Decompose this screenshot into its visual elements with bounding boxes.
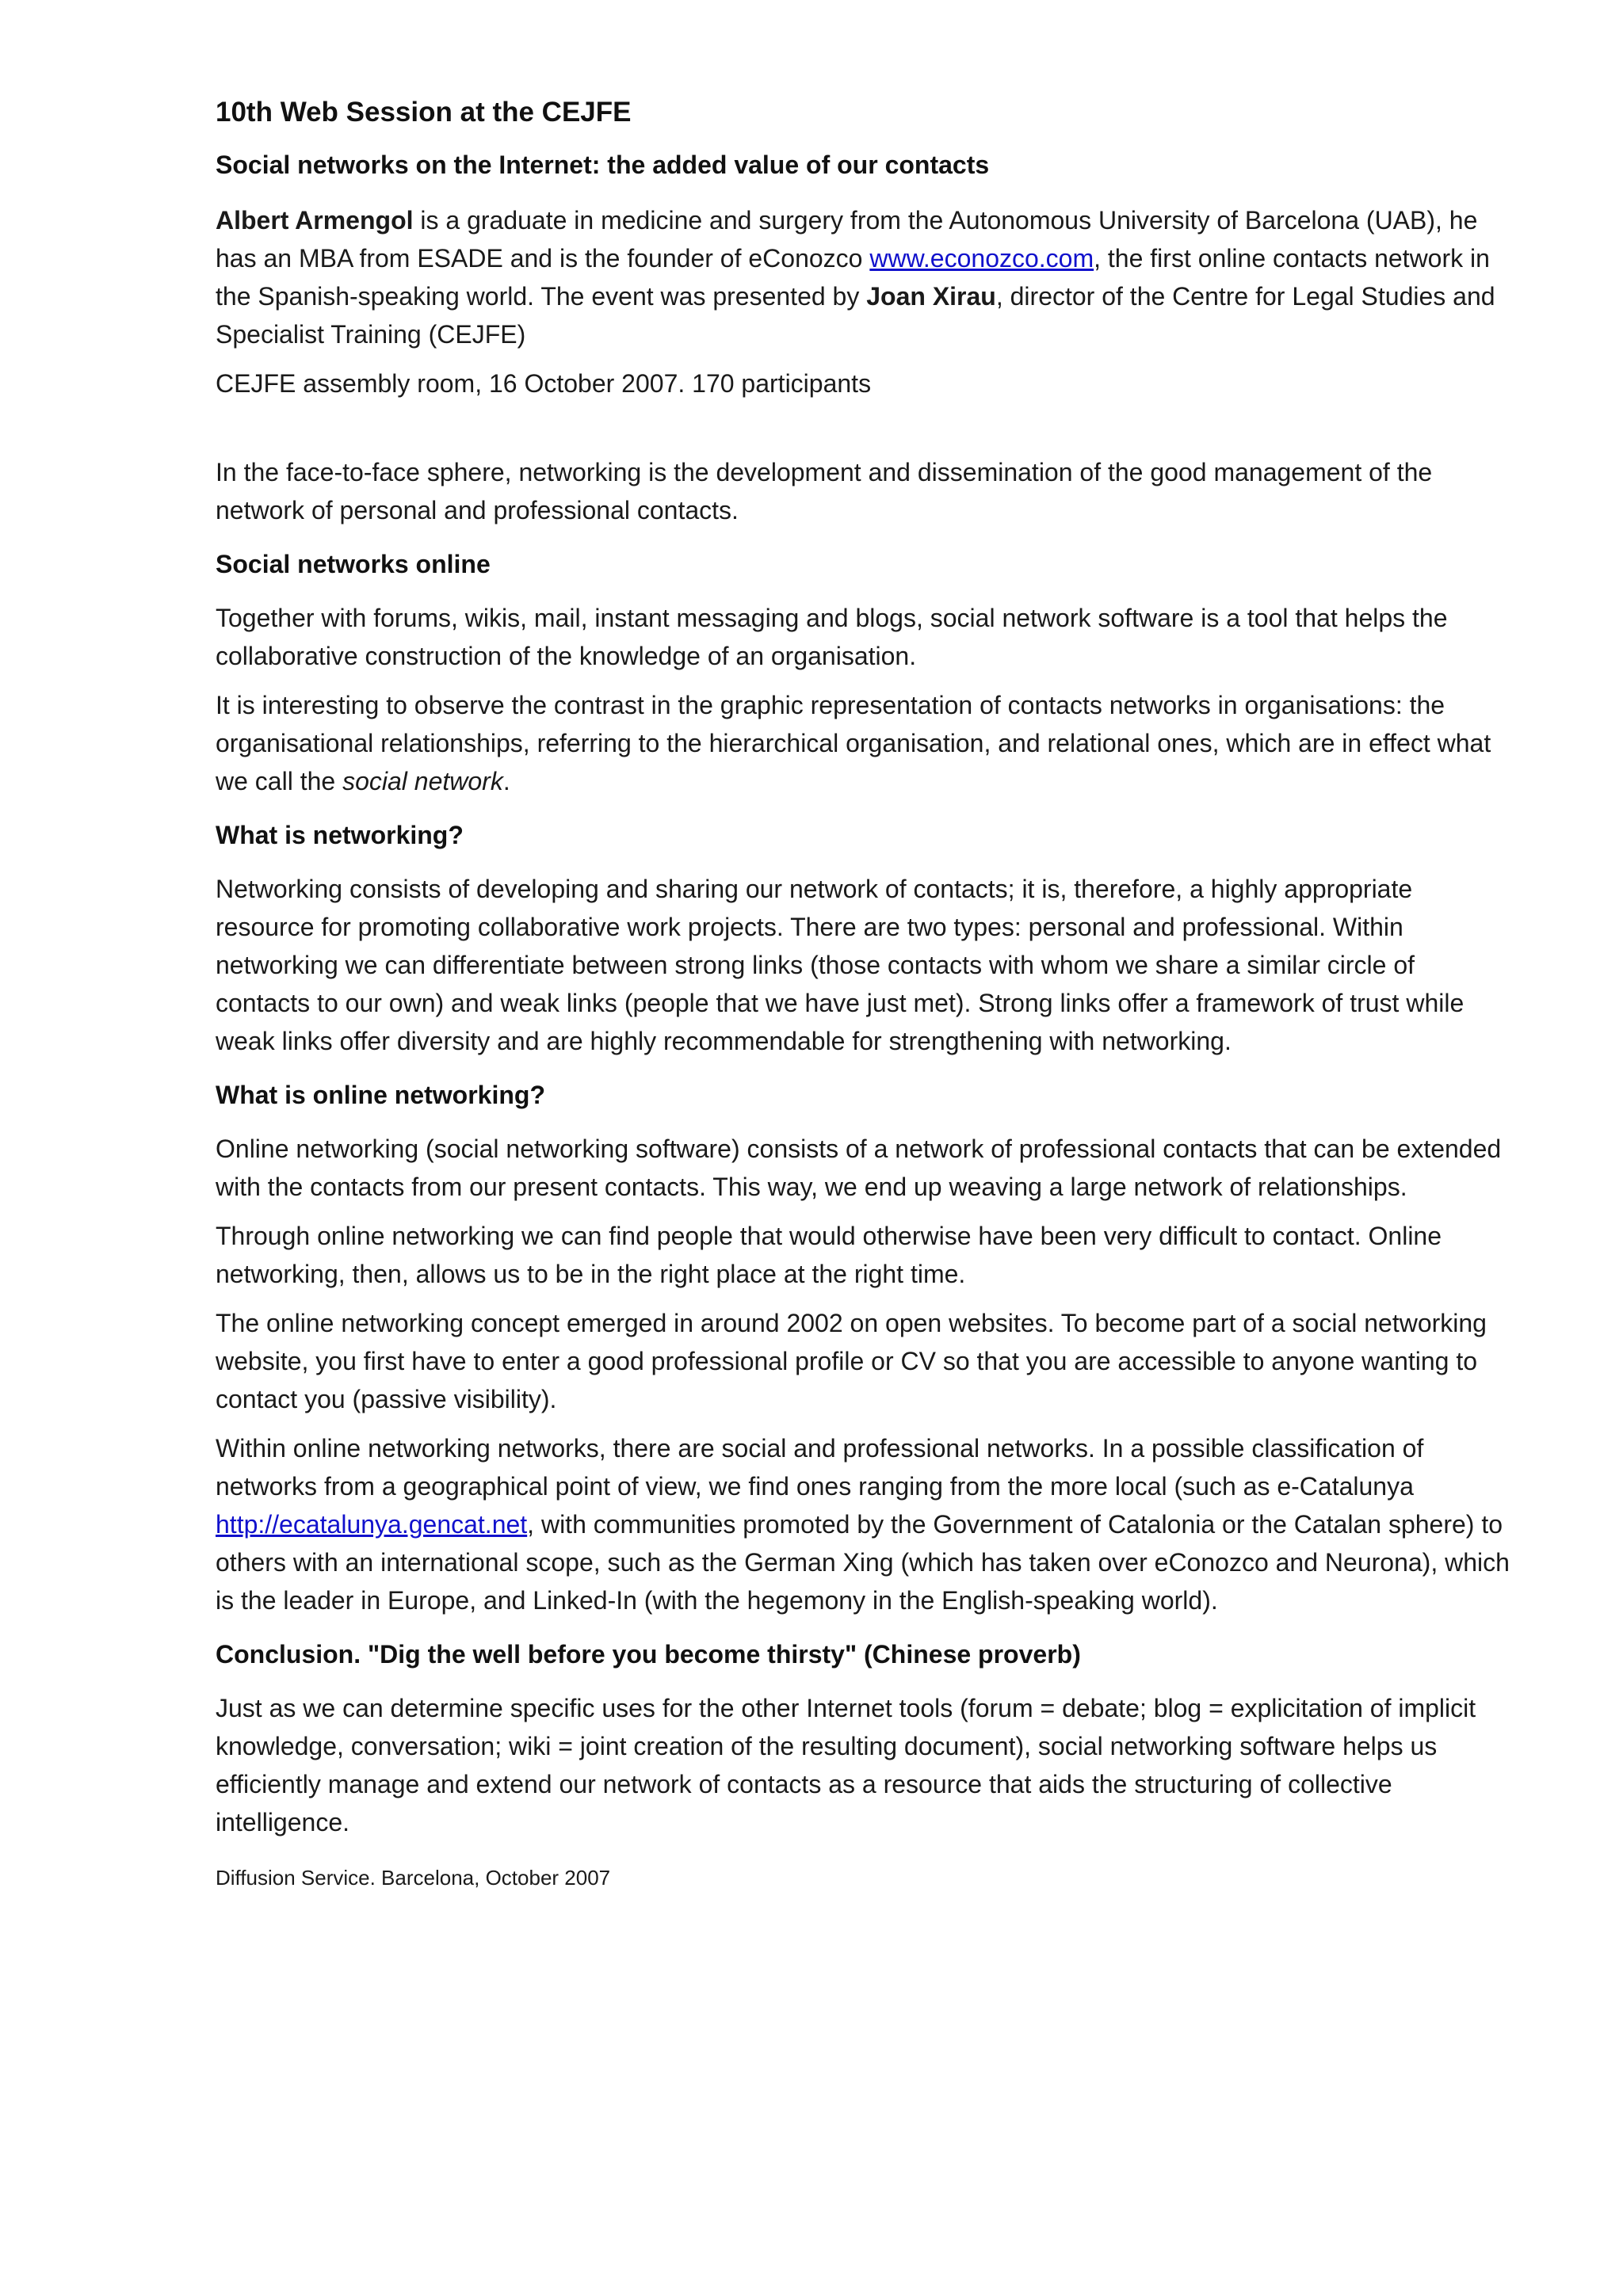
heading-what-is-online-networking: What is online networking?: [216, 1081, 545, 1109]
intro-text-2: , the first online contacts network in the Spanish-speaking world. The event was presented by: [216, 244, 1490, 311]
intro-text-1: is a graduate in medicine and surgery from the Autonomous University of Barcelona (UAB), he has an MBA from ESADE and is the founder of eConozco: [216, 206, 1478, 273]
heading-social-networks-online: Social networks online: [216, 550, 491, 578]
online-p2-end: .: [502, 767, 510, 795]
online-networking-p4-text-2: , with communities promoted by the Government of Catalonia or the Catalan sphere) to others with an international scope, such as the German Xing (which has taken over eConozco and Neurona), which is the leader in Europe, and Linked-In (with the hegemony in the English-speaking world).: [216, 1510, 1510, 1615]
heading-what-is-networking: What is networking?: [216, 821, 464, 849]
online-paragraph-1: Together with forums, wikis, mail, instant messaging and blogs, social network software is a tool that helps the collaborative construction of the knowledge of an organisation.: [216, 604, 1448, 670]
online-networking-paragraph-4: [216, 1429, 1515, 1619]
presenter-name: Joan Xirau: [866, 282, 996, 311]
ecatalunya-link[interactable]: http://ecatalunya.gencat.net: [216, 1510, 528, 1539]
venue-line: CEJFE assembly room, 16 October 2007. 170 participants: [216, 369, 872, 398]
econozco-link[interactable]: www.econozco.com: [869, 244, 1094, 273]
document-body: [216, 93, 1515, 1892]
networking-paragraph-1: Networking consists of developing and sharing our network of contacts; it is, therefore, a highly appropriate resource for promoting collaborative work projects. There are two types: personal and professional. Within networking we can differentiate between strong links (those contacts with whom we share a similar circle of contacts to our own) and weak links (people that we have just met). Strong links offer a framework of trust while weak links offer diversity and are highly recommendable for strengthening with networking.: [216, 875, 1465, 1055]
online-networking-paragraph-1: Online networking (social networking software) consists of a network of professional contacts that can be extended with the contacts from our present contacts. This way, we end up weaving a large network of relationships.: [216, 1135, 1502, 1201]
intro-text-3: , director of the Centre for Legal Studies and Specialist Training (CEJFE): [216, 282, 1495, 349]
speaker-name: Albert Armengol: [216, 206, 414, 235]
online-networking-paragraph-3: The online networking concept emerged in around 2002 on open websites. To become part of a social networking website, you first have to enter a good professional profile or CV so that you are accessible to anyone wanting to contact you (passive visibility).: [216, 1309, 1487, 1413]
page-title: 10th Web Session at the CEJFE: [216, 97, 632, 128]
online-paragraph-2: [216, 686, 1515, 800]
footer-note: Diffusion Service. Barcelona, October 2007: [216, 1866, 611, 1890]
online-networking-paragraph-2: Through online networking we can find people that would otherwise have been very difficult to contact. Online networking, then, allows us to be in the right place at the right time.: [216, 1222, 1442, 1288]
intro-paragraph: [216, 201, 1515, 353]
page-subtitle: Social networks on the Internet: the added value of our contacts: [216, 151, 990, 179]
conclusion-paragraph-1: Just as we can determine specific uses for the other Internet tools (forum = debate; blog = explicitation of implicit knowledge, conversation; wiki = joint creation of the resulting document), social networking software helps us efficiently manage and extend our network of contacts as a resource that aids the structuring of collective intelligence.: [216, 1694, 1476, 1836]
heading-conclusion: Conclusion. "Dig the well before you become thirsty" (Chinese proverb): [216, 1640, 1081, 1669]
networking-intro-paragraph: In the face-to-face sphere, networking is the development and dissemination of the good management of the network of personal and professional contacts.: [216, 458, 1433, 524]
social-network-emphasis: social network: [342, 767, 503, 795]
online-p2-text: It is interesting to observe the contrast in the graphic representation of contacts networks in organisations: the organisational relationships, referring to the hierarchical organisation, and relational ones, which are in effect what we call the: [216, 691, 1491, 795]
online-networking-p4-text-1: Within online networking networks, there are social and professional networks. In a possible classification of networks from a geographical point of view, we find ones ranging from the more local (such as e-Catalunya: [216, 1434, 1424, 1501]
